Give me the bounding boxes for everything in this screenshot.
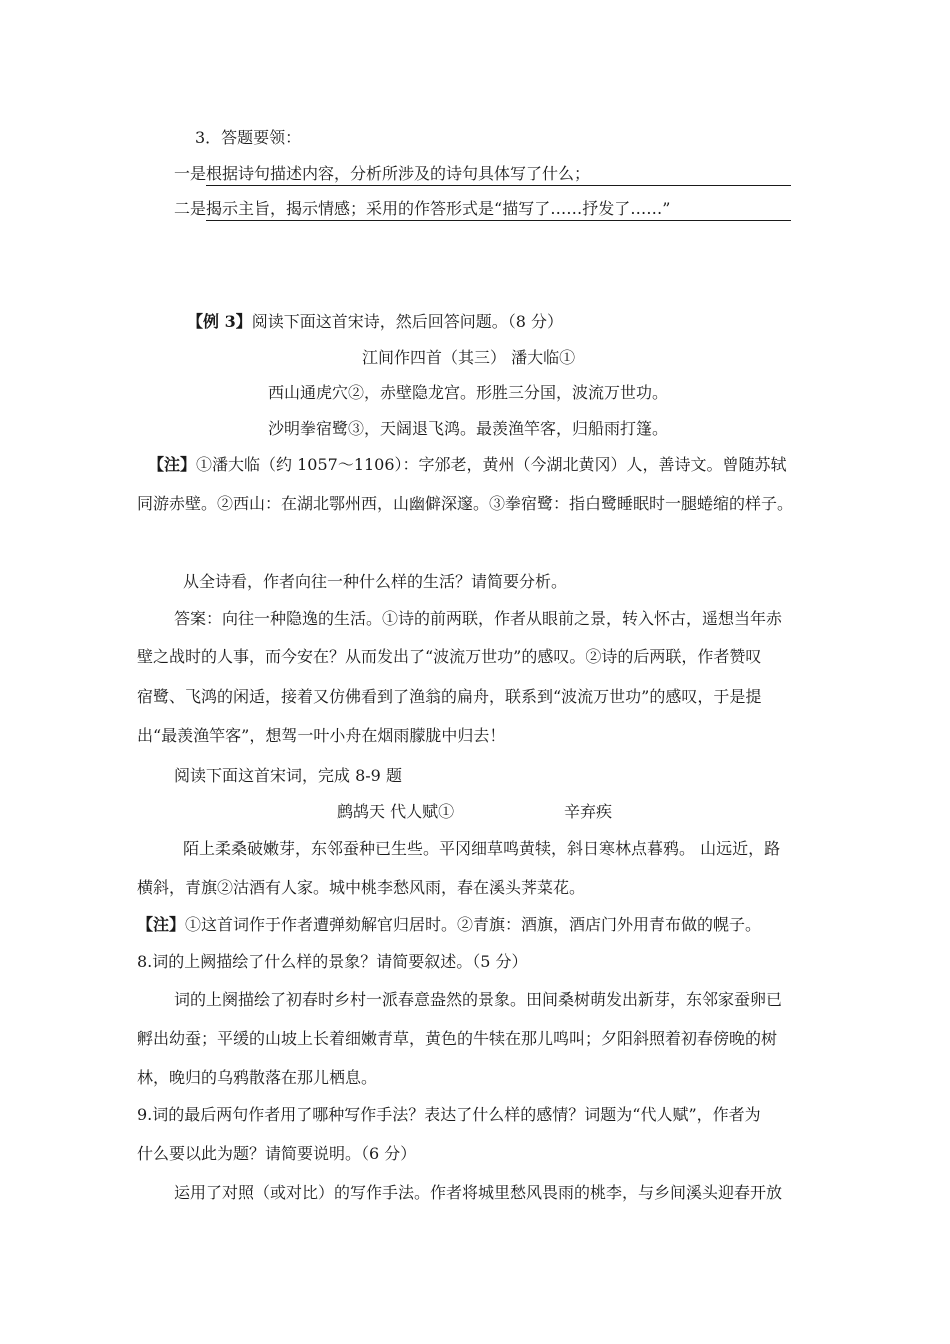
example3-prompt: 阅读下面这首宋诗，然后回答问题。（8 分） [251,312,563,331]
answer-8-line-1: 词的上阕描绘了初春时乡村一派春意盎然的景象。田间桑树萌发出新芽，东邻家蚕卵已 [174,990,783,1009]
ci-text-line-2: 横斜，青旗②沽酒有人家。城中桃李愁风雨，春在溪头荠菜花。 [137,878,586,897]
poem-note-label: 【注】 [148,455,197,474]
answer-9-line-1: 运用了对照（或对比）的写作手法。作者将城里愁风畏雨的桃李，与乡间溪头迎春开放 [174,1183,783,1202]
section3-line2-prefix: 二是 [174,199,207,218]
section3-line1-prefix: 一是 [174,164,207,183]
section3-line1 [174,164,791,186]
section3-line2 [174,199,791,221]
ci-title: 鹧鸪天 代人赋① [337,802,455,821]
poem-title: 江间作四首（其三） 潘大临① [362,348,576,367]
question-8: 8.词的上阙描绘了什么样的景象？请简要叙述。（5 分） [137,952,528,971]
ci-text-line-1: 陌上柔桑破嫩芽，东邻蚕种已生些。平冈细草鸣黄犊，斜日寒林点暮鸦。 山远近，路 [183,839,781,858]
example3-label: 【例 3】 [187,312,252,331]
poem-note-text-1: ①潘大临（约 1057～1106）：字邠老，黄州（今湖北黄冈）人，善诗文。曾随苏轼 [196,455,787,474]
example3-answer-line-4: 出“最羡渔竿客”，想驾一叶小舟在烟雨朦胧中归去！ [137,726,506,745]
section3-heading: 3．答题要领： [195,128,302,147]
section3-line2-text: 揭示主旨，揭示情感；采用的作答形式是“描写了……抒发了……” [206,199,791,221]
poem-line-2: 沙明拳宿鹭③，天阔退飞鸿。最羡渔竿客，归船雨打篷。 [268,419,669,438]
ci-note-line [137,915,761,935]
example3-answer-line-3: 宿鹭、飞鸿的闲适，接着又仿佛看到了渔翁的扁舟，联系到“波流万世功”的感叹，于是提 [137,687,762,706]
poem-line-1: 西山通虎穴②，赤壁隐龙宫。形胜三分国，波流万世功。 [268,383,669,402]
ci-note-label: 【注】 [137,915,186,934]
question-9-line-1: 9.词的最后两句作者用了哪种写作手法？表达了什么样的感情？词题为“代人赋”，作者为 [137,1105,761,1124]
example3-answer-line-2: 壁之战时的人事，而今安在？从而发出了“波流万世功”的感叹。②诗的后两联，作者赞叹 [137,647,762,666]
question-9-line-2: 什么要以此为题？请简要说明。（6 分） [137,1144,417,1163]
example3-answer-line-1: 答案：向往一种隐逸的生活。①诗的前两联，作者从眼前之景，转入怀古，遥想当年赤 [174,609,783,628]
ci-author: 辛弃疾 [564,802,613,821]
ci-note-text: ①这首词作于作者遭弹劾解官归居时。②青旗：酒旗，酒店门外用青布做的幌子。 [185,915,762,934]
answer-8-line-3: 林，晚归的乌鸦散落在那儿栖息。 [137,1068,378,1087]
ci-intro: 阅读下面这首宋词，完成 8-9 题 [174,766,402,785]
example3-question: 从全诗看，作者向往一种什么样的生活？请简要分析。 [183,572,568,591]
example3-prompt-line [187,312,563,332]
answer-8-line-2: 孵出幼蚕；平缓的山坡上长着细嫩青草，黄色的牛犊在那儿鸣叫；夕阳斜照着初春傍晚的树 [137,1029,778,1048]
poem-note-line-1 [148,455,787,475]
poem-note-line-2: 同游赤壁。②西山：在湖北鄂州西，山幽僻深邃。③拳宿鹭：指白鹭睡眠时一腿蜷缩的样子。 [137,494,794,513]
section3-line1-text: 根据诗句描述内容，分析所涉及的诗句具体写了什么； [206,164,791,186]
